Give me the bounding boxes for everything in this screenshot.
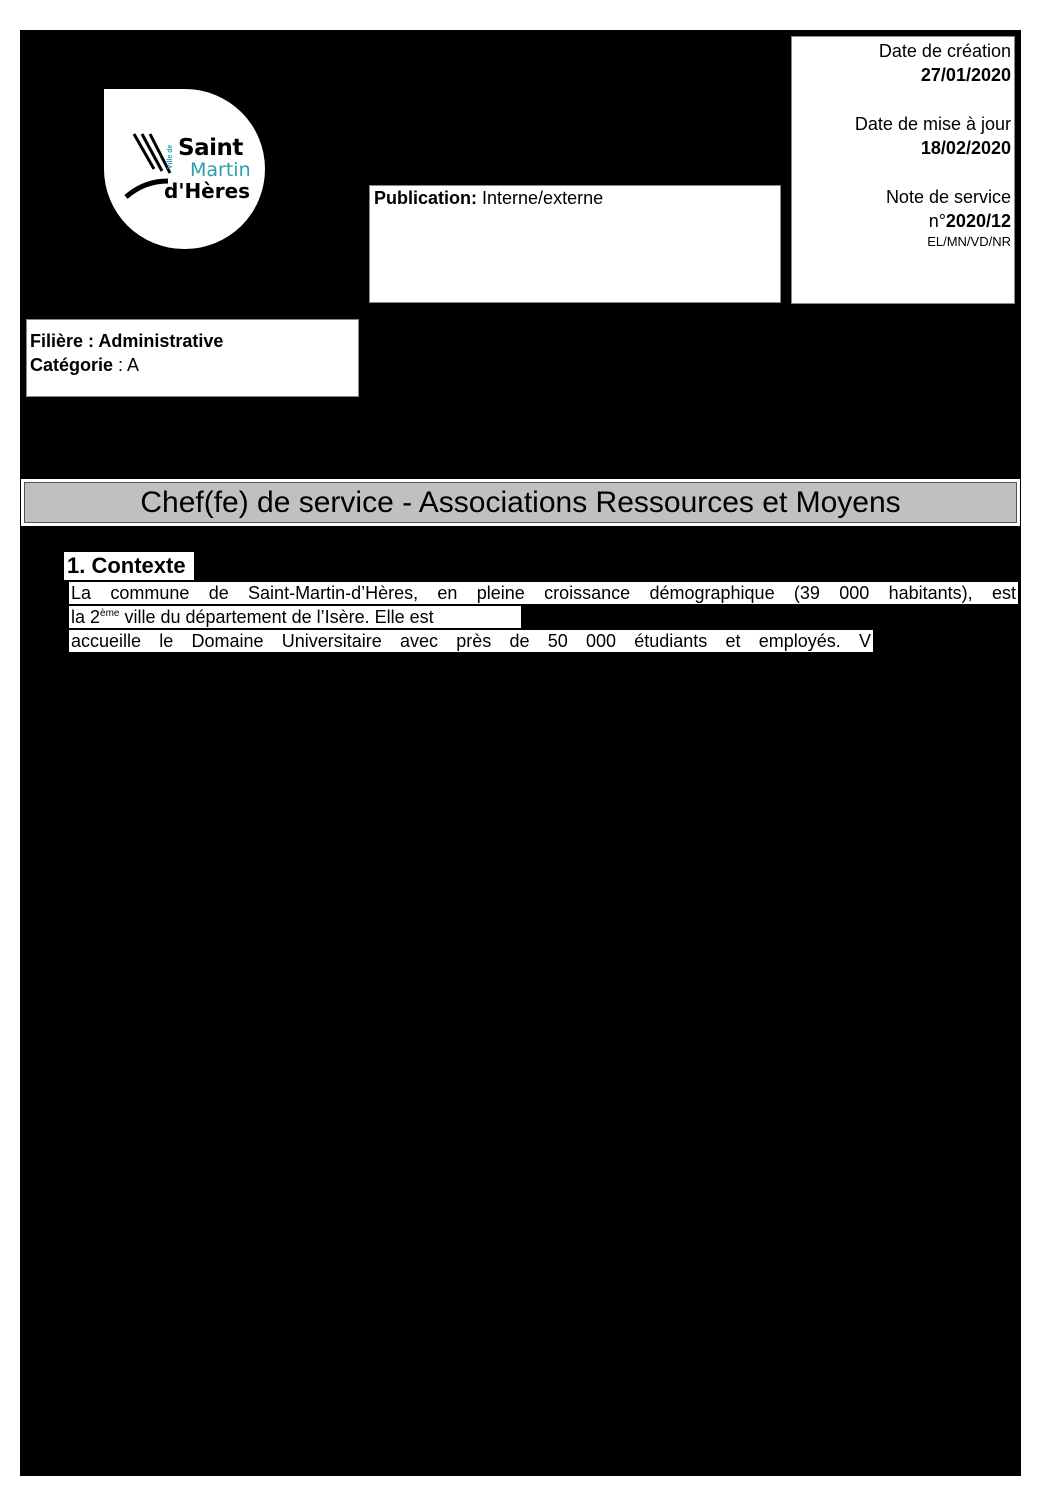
filiere-box	[26, 319, 359, 397]
note-prefix: n°	[928, 211, 946, 231]
creation-date-label: Date de création	[878, 41, 1011, 61]
publication-label: Publication:	[374, 188, 477, 208]
saint-martin-dheres-logo	[104, 89, 265, 249]
logo-saint-text: Saint	[178, 135, 243, 161]
note-label: Note de service	[885, 187, 1011, 207]
categorie-label: Catégorie	[30, 355, 114, 375]
note-number: 2020/12	[945, 211, 1011, 231]
logo-martin-text: Martin	[190, 159, 251, 181]
note-number-line	[795, 209, 1011, 233]
update-date-label: Date de mise à jour	[854, 114, 1011, 134]
context-line-3: accueille le Domaine Universitaire avec près de 50 000 étudiants et employés. V	[71, 631, 871, 651]
filiere-line: Filière : Administrative	[30, 331, 224, 351]
categorie-value: : A	[113, 355, 140, 375]
line2-sup: ème	[100, 608, 120, 619]
publication-box	[369, 185, 781, 303]
document-info-box	[791, 36, 1015, 304]
categorie-line	[30, 353, 355, 377]
publication-value: Interne/externe	[482, 188, 604, 208]
page-title: Chef(fe) de service - Associations Ressources et Moyens	[24, 482, 1017, 523]
update-date-value: 18/02/2020	[920, 138, 1011, 158]
note-initials: EL/MN/VD/NR	[927, 234, 1011, 249]
creation-date-value: 27/01/2020	[920, 65, 1011, 85]
section-heading-contexte: 1. Contexte	[64, 552, 194, 580]
context-line-1: La commune de Saint-Martin-d’Hères, en pleine croissance démographique (39 000 habitants), est	[71, 583, 1016, 603]
line2-pre: la 2	[71, 607, 101, 627]
title-bar	[21, 479, 1020, 526]
context-line-2	[69, 606, 521, 628]
logo-ville-text: Ville de	[167, 144, 174, 169]
logo-heres-text: d'Hères	[164, 179, 251, 203]
line2-post: ville du département de l’Isère. Elle est	[119, 607, 434, 627]
